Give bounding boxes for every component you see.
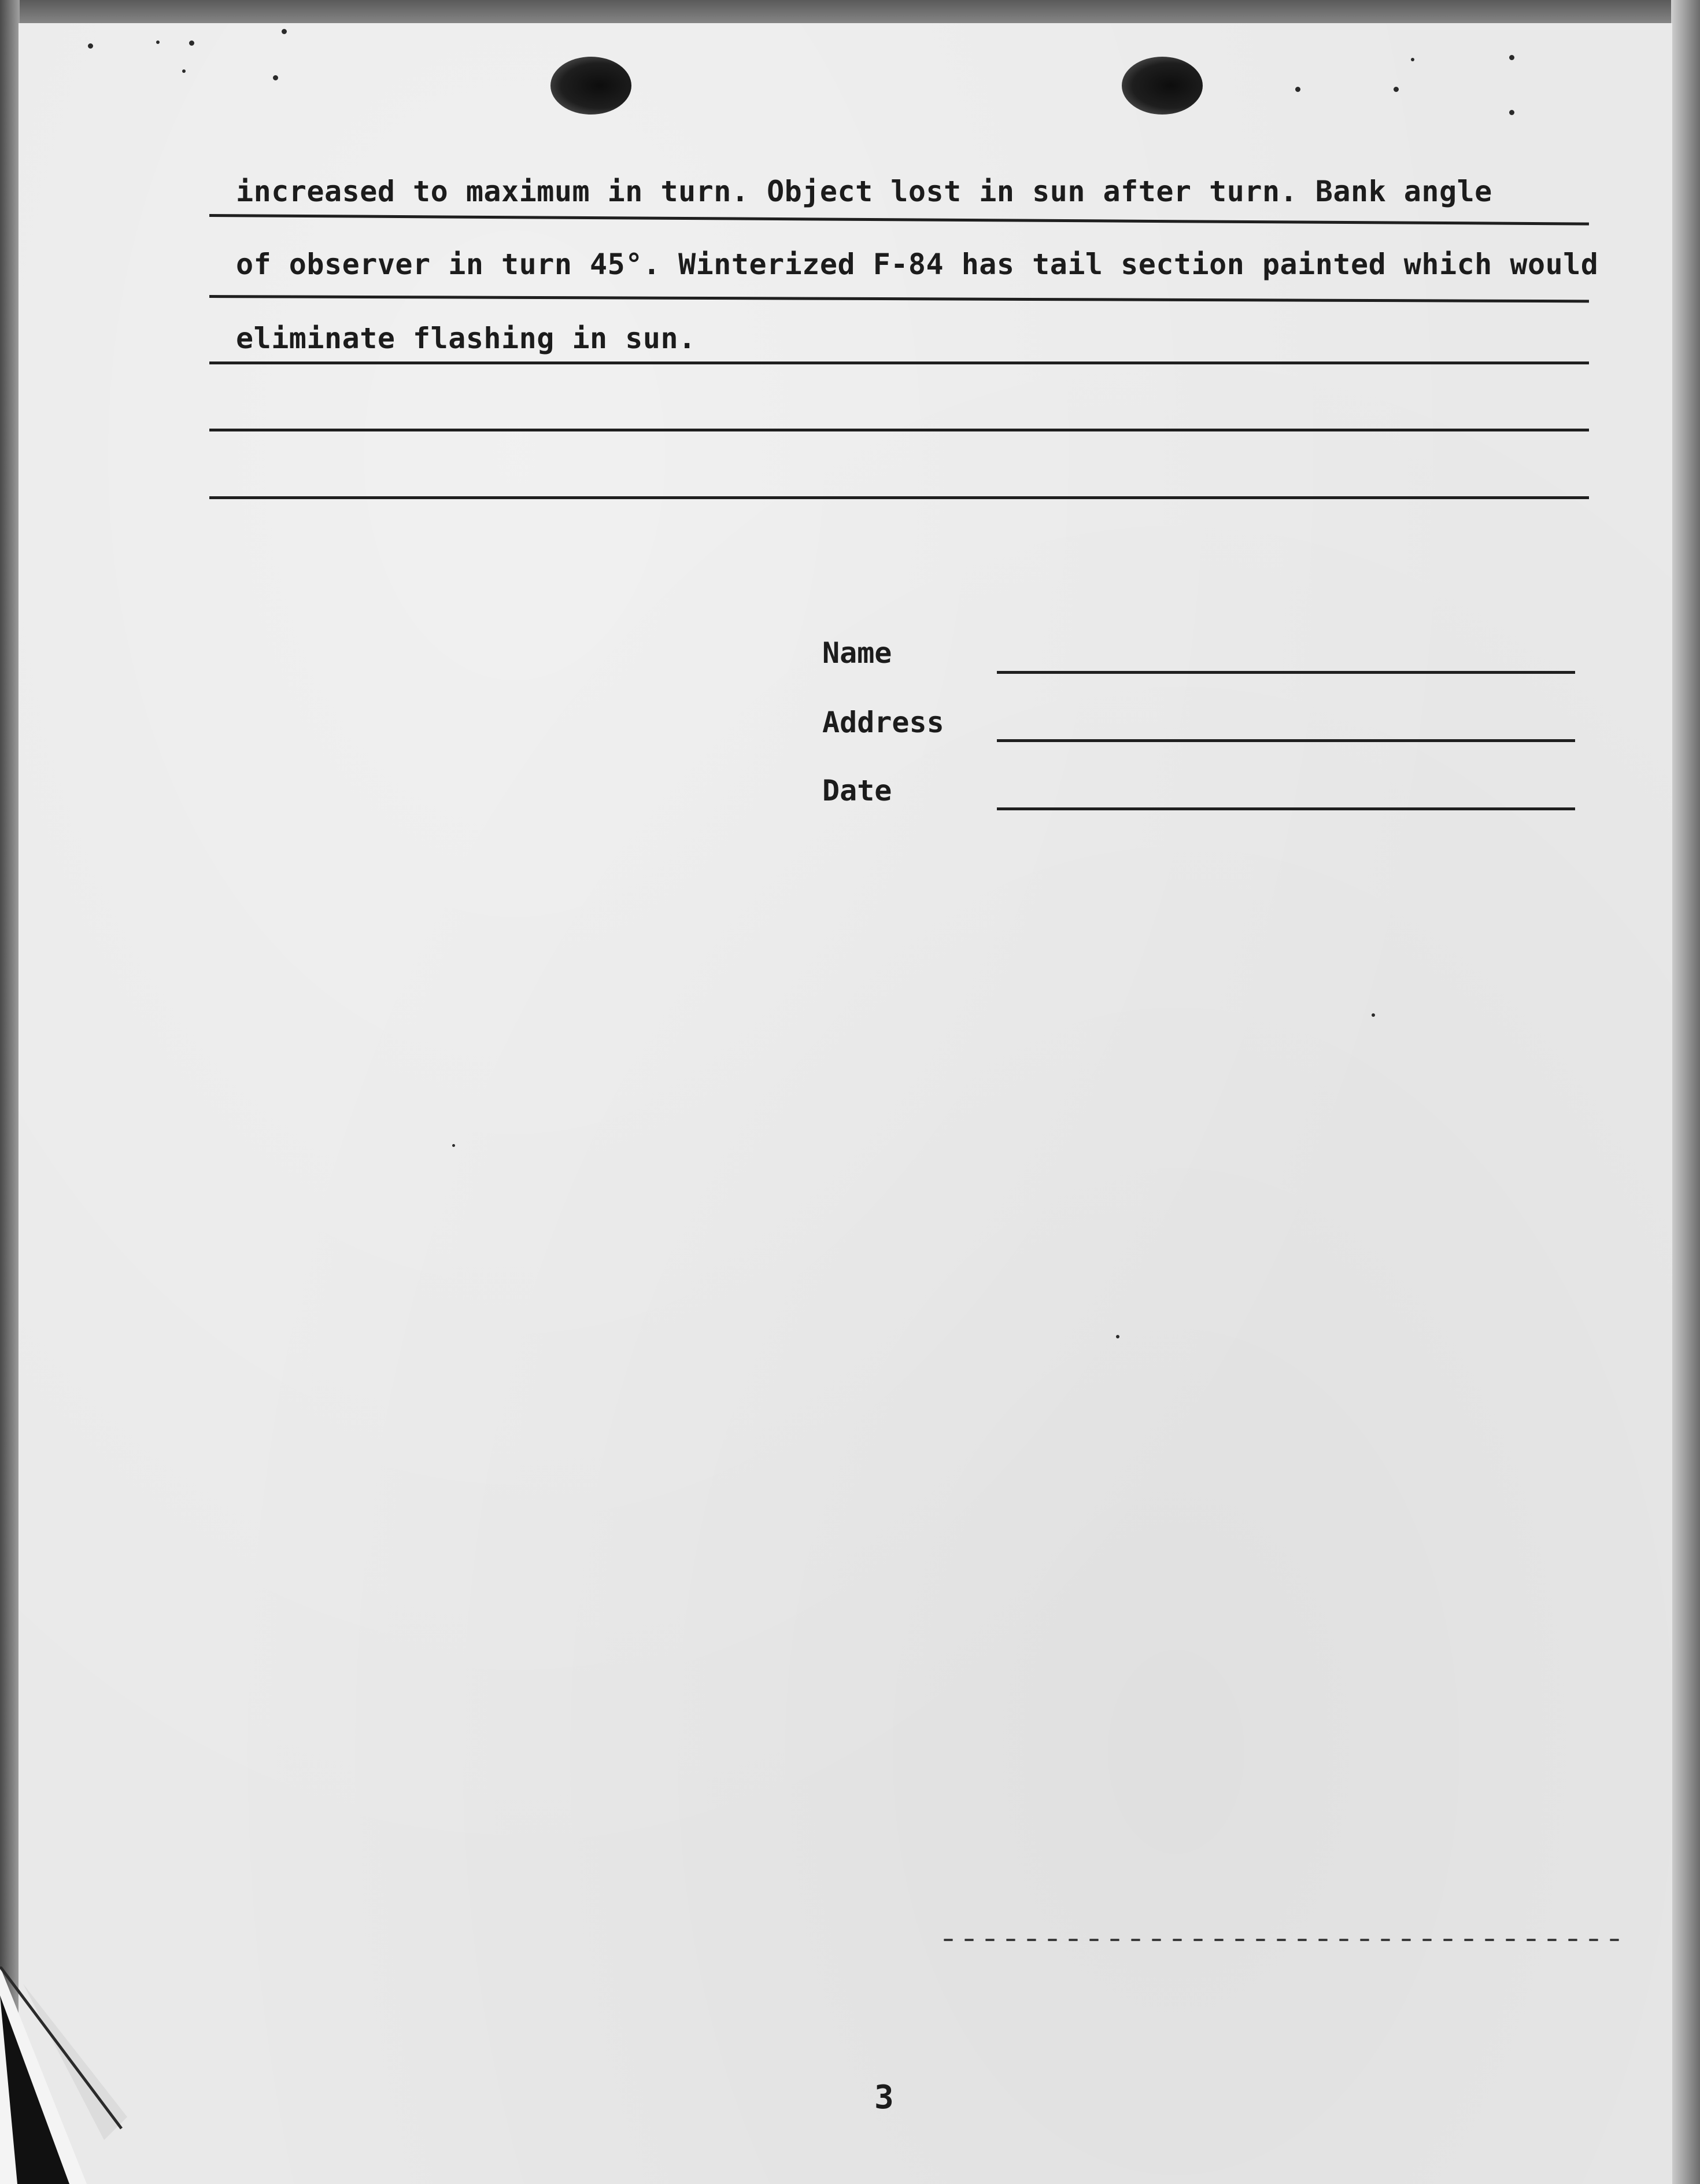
scan-speck xyxy=(88,43,93,49)
document-page xyxy=(19,23,1672,2184)
writing-line-2 xyxy=(209,295,1589,302)
scan-speck xyxy=(1295,87,1300,92)
scan-speck xyxy=(1116,1335,1119,1338)
scan-right-edge xyxy=(1671,0,1700,2184)
punch-hole-right xyxy=(1122,57,1203,115)
scan-speck xyxy=(282,29,287,34)
date-field[interactable] xyxy=(997,807,1575,810)
body-line-2: of observer in turn 45°. Winterized F-84 has tail section painted which would xyxy=(236,248,1599,281)
scan-speck xyxy=(1509,55,1514,60)
address-label: Address xyxy=(822,706,944,739)
page-curl-corner xyxy=(0,1967,139,2184)
scan-speck xyxy=(189,40,194,46)
writing-line-5 xyxy=(209,496,1589,499)
body-line-1: increased to maximum in turn. Object lost in sun after turn. Bank angle xyxy=(236,175,1492,208)
date-label: Date xyxy=(822,774,892,807)
writing-line-3 xyxy=(209,361,1589,364)
writing-line-4 xyxy=(209,429,1589,431)
address-field[interactable] xyxy=(997,739,1575,742)
scan-dot-trail xyxy=(938,1939,1620,1941)
writing-line-1 xyxy=(209,214,1589,226)
scan-speck xyxy=(1509,110,1514,115)
scan-speck xyxy=(452,1144,455,1147)
body-line-3: eliminate flashing in sun. xyxy=(236,322,696,355)
scan-speck xyxy=(182,69,186,73)
scan-speck xyxy=(1411,58,1414,61)
scan-speck xyxy=(273,75,278,80)
name-label: Name xyxy=(822,636,892,670)
punch-hole-left xyxy=(550,57,631,115)
scan-speck xyxy=(1394,87,1399,92)
scan-speck xyxy=(156,40,160,44)
scan-left-edge xyxy=(0,0,20,2184)
scan-speck xyxy=(1372,1013,1375,1017)
name-field[interactable] xyxy=(997,671,1575,674)
page-number: 3 xyxy=(874,2079,894,2116)
